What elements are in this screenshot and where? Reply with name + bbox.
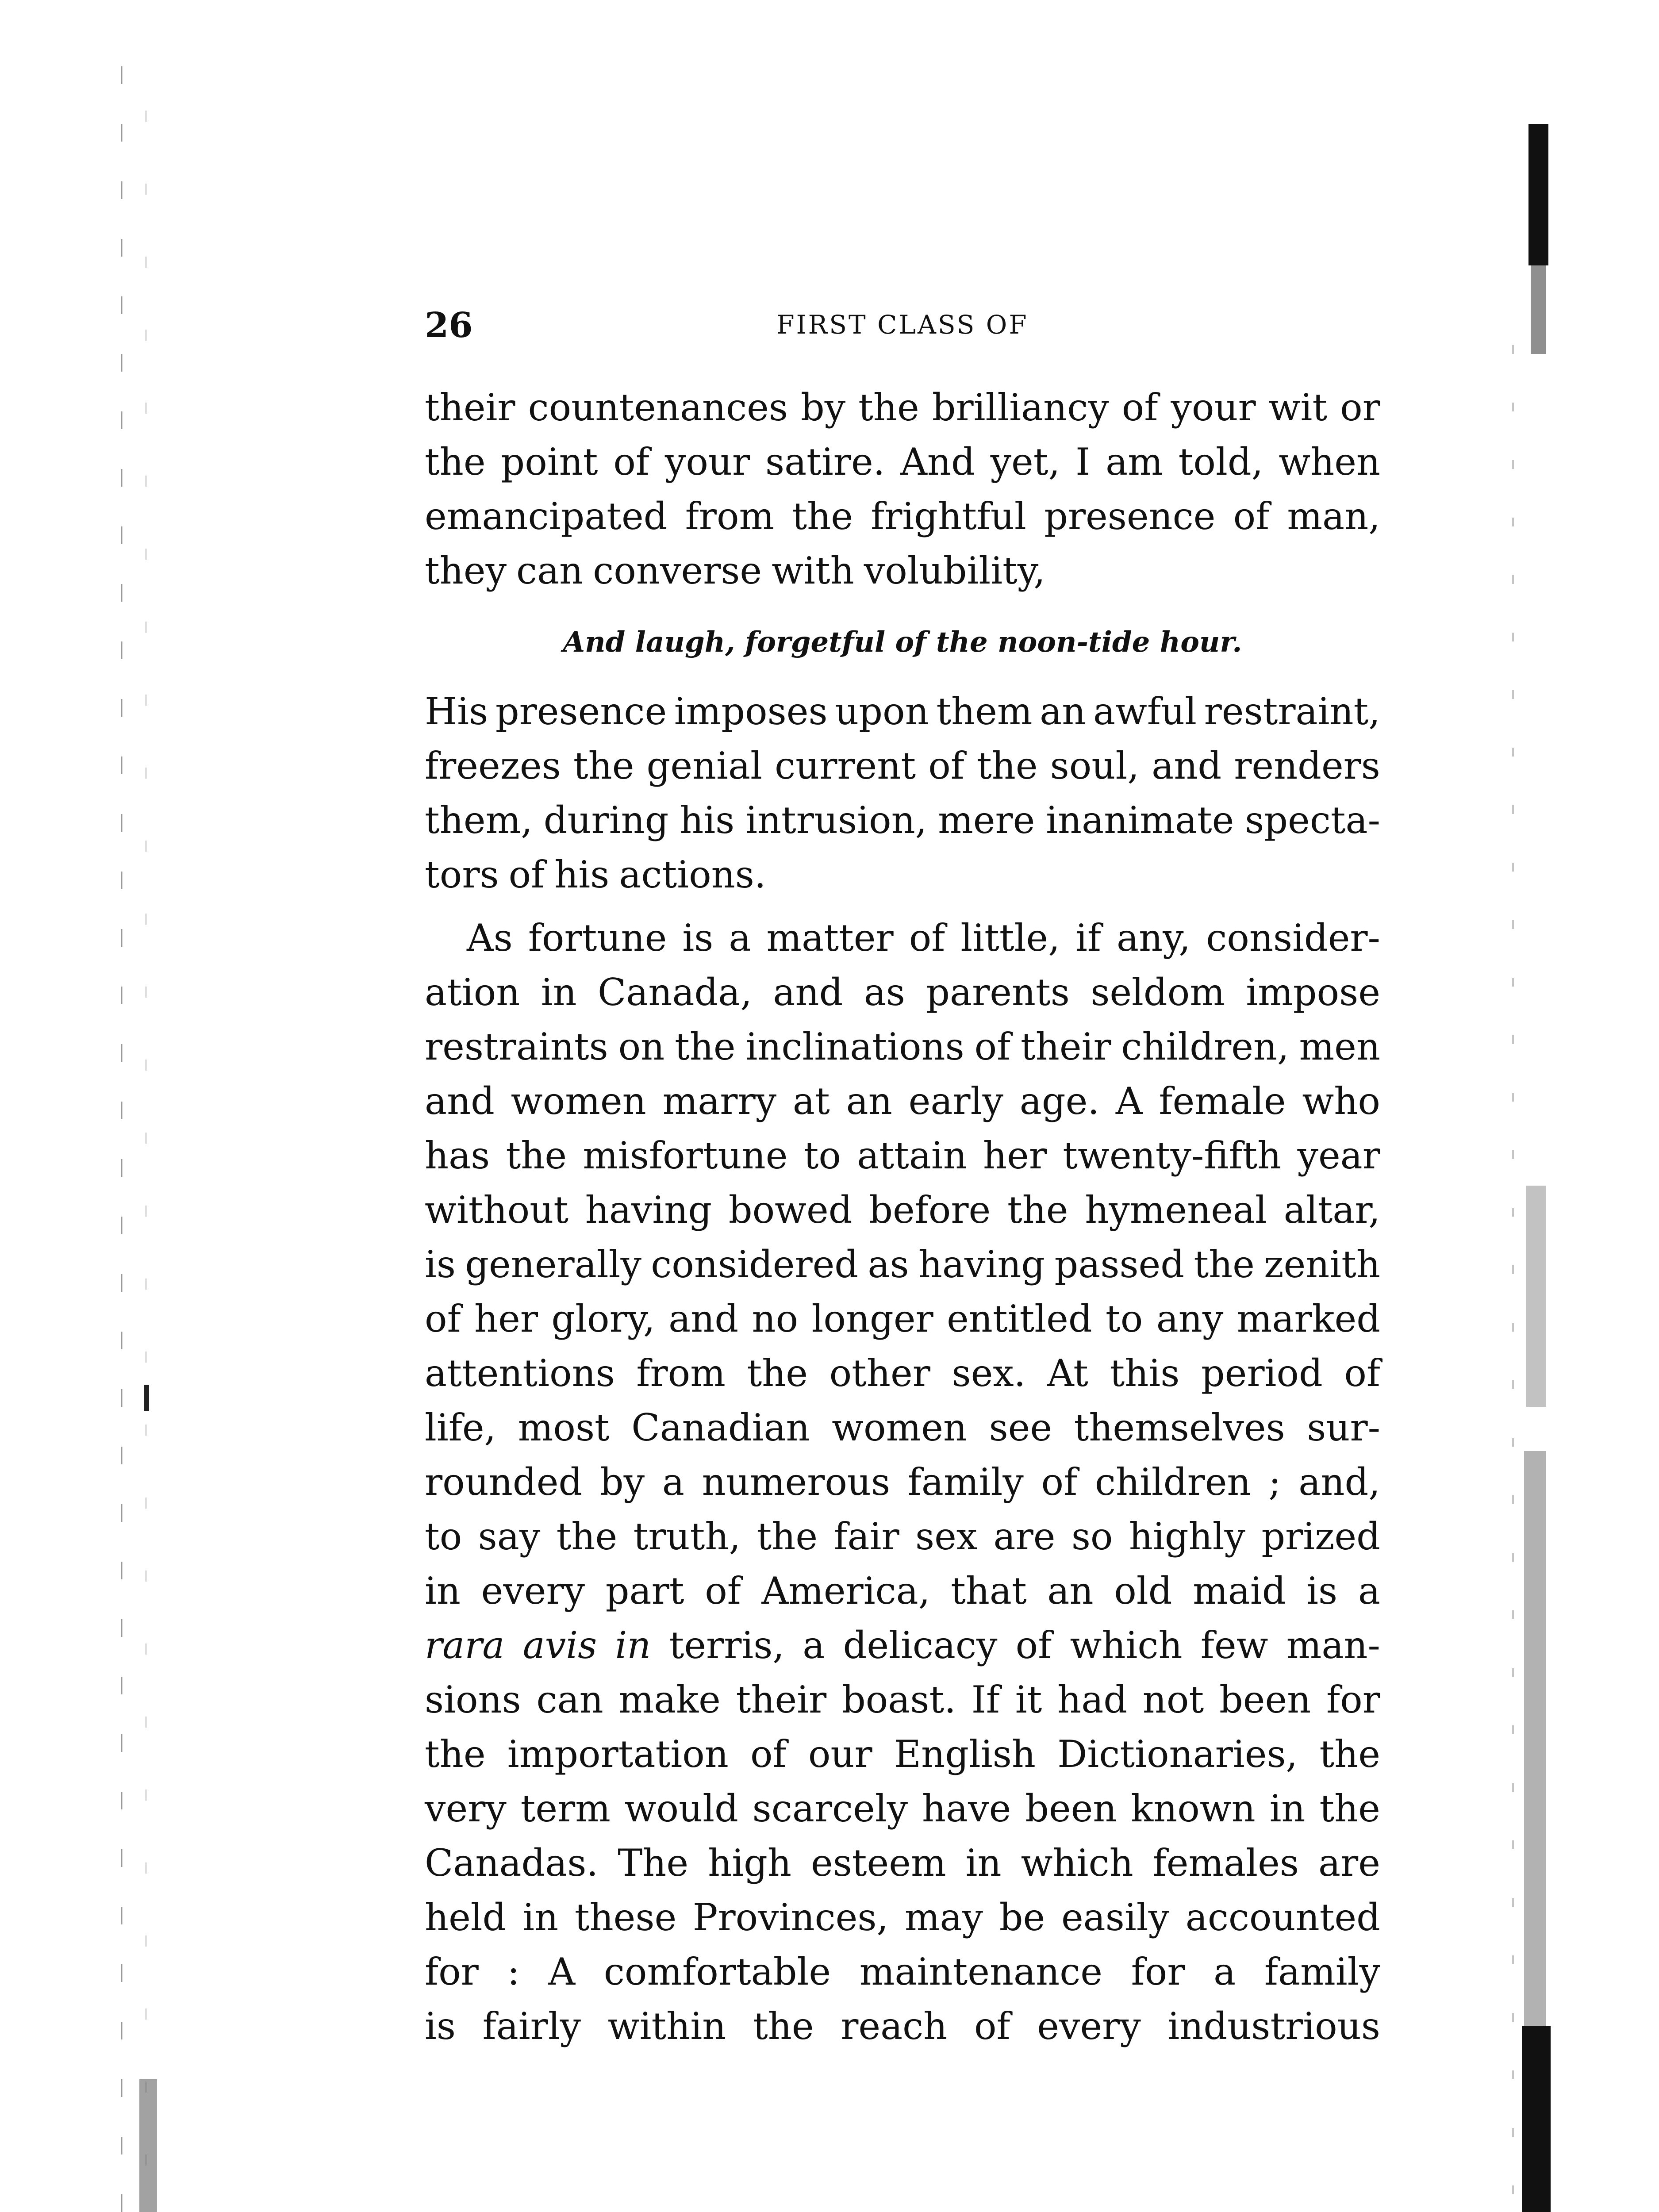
word: the (425, 440, 486, 484)
word: on (618, 1025, 665, 1068)
word: and (425, 1079, 495, 1123)
word: known (1131, 1787, 1256, 1830)
word: zenith (1264, 1243, 1380, 1286)
text-line (425, 848, 1380, 902)
word: during (543, 799, 669, 842)
word: their (736, 1678, 827, 1721)
word: marked (1237, 1297, 1380, 1340)
word: very (425, 1787, 507, 1830)
word: may (904, 1896, 983, 1939)
word: the (1319, 1787, 1380, 1830)
word: if (1075, 916, 1101, 960)
word: having (585, 1188, 712, 1232)
word: the (757, 1515, 818, 1558)
word: early (908, 1079, 1003, 1123)
word: children (1094, 1460, 1251, 1504)
word: of (1233, 495, 1270, 538)
word: attentions (425, 1352, 615, 1395)
word: a (803, 1624, 825, 1667)
word: His (425, 690, 488, 733)
word: women (511, 1079, 646, 1123)
word: As (467, 916, 513, 960)
verse-quote: And laugh, forgetful of the noon-tide hour. (563, 626, 1242, 659)
word: soul, (1050, 744, 1140, 787)
word: delicacy (843, 1624, 998, 1667)
word: been (1025, 1787, 1117, 1830)
word: in (1269, 1787, 1306, 1830)
word: yet, (990, 440, 1060, 484)
word: consider- (1206, 916, 1380, 960)
word: little, (960, 916, 1060, 960)
word: altar, (1283, 1188, 1380, 1232)
word: in (541, 971, 577, 1014)
word: man- (1286, 1624, 1380, 1667)
word: scarcely (752, 1787, 908, 1830)
word: would (624, 1787, 738, 1830)
word: presence (495, 690, 667, 733)
word: marry (662, 1079, 777, 1123)
word: emancipated (425, 495, 668, 538)
word: twenty-fifth (1063, 1134, 1282, 1177)
word: sex (915, 1515, 978, 1558)
word: sur- (1307, 1406, 1380, 1449)
word: men (1299, 1025, 1380, 1068)
word: year (1297, 1134, 1380, 1177)
word: female (1159, 1079, 1286, 1123)
word: to (803, 1134, 841, 1177)
word: any, (1117, 916, 1191, 960)
word: intrusion, (745, 799, 927, 842)
word: sex. (952, 1352, 1026, 1395)
word: other (829, 1352, 930, 1395)
word: her (983, 1134, 1047, 1177)
word: of (1015, 1624, 1052, 1667)
word: maintenance (859, 1950, 1102, 1993)
word: of (705, 1569, 741, 1613)
word: considered (651, 1243, 859, 1286)
word: is (425, 1243, 456, 1286)
text-line (425, 911, 1380, 965)
word: most (518, 1406, 610, 1449)
word: high (708, 1841, 791, 1885)
word: ; (1268, 1460, 1281, 1504)
word: women (832, 1406, 968, 1449)
word: rara (425, 1624, 505, 1667)
word: the (858, 386, 919, 429)
word: renders (1234, 744, 1380, 787)
word: by (800, 386, 846, 429)
word: without (425, 1188, 569, 1232)
word: an (1040, 690, 1086, 733)
word: fairly (482, 2005, 581, 2048)
word: her (474, 1297, 538, 1340)
word: say (478, 1515, 541, 1558)
word: for (1326, 1678, 1380, 1721)
word: the (675, 1025, 736, 1068)
text-line (425, 1999, 1380, 2054)
word: from (685, 495, 775, 538)
word: part (605, 1569, 684, 1613)
word: point (501, 440, 598, 484)
word: these (574, 1896, 677, 1939)
word: volubility, (864, 549, 1045, 592)
word: the (506, 1134, 567, 1177)
scan-edge-right (1504, 124, 1575, 2212)
word: within (607, 2005, 726, 2048)
text-line (425, 1509, 1380, 1564)
word: or (1340, 386, 1380, 429)
text-line (425, 793, 1380, 848)
word: impose (1246, 971, 1380, 1014)
word: passed (1054, 1243, 1185, 1286)
paragraph (425, 911, 1380, 2054)
word: terris, (669, 1624, 785, 1667)
word: man, (1287, 495, 1380, 538)
word: can (516, 549, 584, 592)
word: boast. (841, 1678, 956, 1721)
word: are (1318, 1841, 1380, 1885)
word: ation (425, 971, 520, 1014)
word: actions. (619, 853, 766, 896)
word: and (773, 971, 843, 1014)
text-line (425, 965, 1380, 1020)
text-line (425, 1782, 1380, 1836)
word: in (425, 1569, 461, 1613)
word: converse (593, 549, 762, 592)
word: in (522, 1896, 559, 1939)
text-line (425, 1401, 1380, 1455)
word: the (753, 2005, 814, 2048)
word: is (682, 916, 714, 960)
word: they (425, 549, 507, 592)
word: the (425, 1732, 486, 1776)
running-head: FIRST CLASS OF (776, 310, 1029, 340)
word: the (747, 1352, 808, 1395)
text-line (425, 1945, 1380, 1999)
word: accounted (1185, 1896, 1380, 1939)
word: as (868, 1243, 909, 1286)
word: of (974, 1025, 1011, 1068)
word: generally (465, 1243, 641, 1286)
word: the (573, 744, 634, 787)
word: to (425, 1515, 462, 1558)
word: misfortune (583, 1134, 788, 1177)
word: for (425, 1950, 479, 1993)
word: mere (938, 799, 1035, 842)
word: wit (1268, 386, 1328, 429)
word: maid (1193, 1569, 1286, 1613)
word: before (869, 1188, 991, 1232)
word: The (618, 1841, 689, 1885)
word: A (1115, 1079, 1143, 1123)
text-line (425, 489, 1380, 544)
text-line (425, 1292, 1380, 1346)
word: from (636, 1352, 726, 1395)
word: your (664, 440, 750, 484)
word: not (1142, 1678, 1204, 1721)
word: reach (841, 2005, 948, 2048)
word: matter (766, 916, 894, 960)
word: English (894, 1732, 1036, 1776)
word: family (1264, 1950, 1380, 1993)
word: them (936, 690, 1033, 733)
word: tors (425, 853, 499, 896)
word: longer (811, 1297, 933, 1340)
word: of (1041, 1460, 1078, 1504)
word: of (928, 744, 964, 787)
word: a (729, 916, 751, 960)
word: period (1201, 1352, 1323, 1395)
word: themselves (1074, 1406, 1285, 1449)
word: the (976, 744, 1038, 787)
word: And (900, 440, 975, 484)
word: easily (1061, 1896, 1170, 1939)
word: so (1071, 1515, 1113, 1558)
word: no (752, 1297, 799, 1340)
word: seldom (1091, 971, 1225, 1014)
word: upon (835, 690, 929, 733)
word: that (951, 1569, 1027, 1613)
word: of (1121, 386, 1158, 429)
text-line (425, 1890, 1380, 1945)
scan-edge-left (113, 66, 179, 2212)
word: which (1070, 1624, 1183, 1667)
word: and (1152, 744, 1222, 787)
word: frightful (871, 495, 1026, 538)
word: awful (1093, 690, 1197, 733)
word: few (1200, 1624, 1268, 1667)
word: Dictionaries, (1057, 1732, 1298, 1776)
word: old (1114, 1569, 1172, 1613)
word: every (481, 1569, 585, 1613)
word: parents (926, 971, 1070, 1014)
word: held (425, 1896, 507, 1939)
word: presence (1044, 495, 1216, 538)
word: A (548, 1950, 576, 1993)
word: Canadas. (425, 1841, 599, 1885)
word: make (618, 1678, 721, 1721)
word: restraint, (1204, 690, 1380, 733)
word: told, (1178, 440, 1263, 484)
word: hymeneal (1085, 1188, 1267, 1232)
word: America, (761, 1569, 930, 1613)
word: which (1021, 1841, 1133, 1885)
text-line (425, 1727, 1380, 1782)
text-line (425, 380, 1380, 435)
text-line (425, 1129, 1380, 1183)
word: females (1152, 1841, 1299, 1885)
word: satire. (765, 440, 885, 484)
word: family (907, 1460, 1024, 1504)
text-line (425, 1673, 1380, 1727)
word: them, (425, 799, 533, 842)
word: of (974, 2005, 1010, 2048)
word: inclinations (745, 1025, 964, 1068)
word: industrious (1167, 2005, 1380, 2048)
word: every (1037, 2005, 1141, 2048)
word: of (750, 1732, 787, 1776)
text-line (425, 684, 1380, 739)
word: Provinces, (692, 1896, 889, 1939)
text-line (425, 1346, 1380, 1401)
word: numerous (702, 1460, 891, 1504)
word: and, (1298, 1460, 1380, 1504)
word: life, (425, 1406, 496, 1449)
text-line (425, 435, 1380, 489)
word: any (1156, 1297, 1224, 1340)
text-line (425, 1455, 1380, 1509)
word: an (846, 1079, 892, 1123)
word: of (1344, 1352, 1380, 1395)
word: see (989, 1406, 1052, 1449)
word: importation (507, 1732, 729, 1776)
word: restraints (425, 1025, 608, 1068)
word: of (425, 1297, 461, 1340)
text-line (425, 544, 1380, 598)
word: has (425, 1134, 490, 1177)
word: imposes (674, 690, 828, 733)
word: bowed (728, 1188, 853, 1232)
word: countenances (528, 386, 788, 429)
word: of (909, 916, 945, 960)
word: having (918, 1243, 1045, 1286)
word: an (1047, 1569, 1094, 1613)
word: I (1075, 440, 1091, 484)
word: specta- (1245, 799, 1380, 842)
text-line (425, 1836, 1380, 1890)
word: been (1219, 1678, 1311, 1721)
word: fortune (528, 916, 667, 960)
word: a (1214, 1950, 1236, 1993)
word: with (772, 549, 854, 592)
word: esteem (810, 1841, 946, 1885)
word: glory, (551, 1297, 655, 1340)
word: our (808, 1732, 872, 1776)
word: children, (1121, 1025, 1289, 1068)
word: is (425, 2005, 456, 2048)
word: his (554, 853, 610, 896)
page-number: 26 (425, 305, 473, 346)
word: genial (646, 744, 762, 787)
page-header (425, 305, 1380, 358)
body-text (425, 380, 1380, 2054)
word: be (999, 1896, 1045, 1939)
paragraph (425, 684, 1380, 902)
word: sions (425, 1678, 521, 1721)
word: it (1015, 1678, 1042, 1721)
word: Canadian (631, 1406, 810, 1449)
word: brilliancy (932, 386, 1109, 429)
word: are (993, 1515, 1056, 1558)
word: highly (1129, 1515, 1246, 1558)
word: freezes (425, 744, 561, 787)
word: of (508, 853, 545, 896)
word: at (792, 1079, 830, 1123)
word: inanimate (1046, 799, 1234, 842)
word: avis (522, 1624, 597, 1667)
word: entitled (947, 1297, 1092, 1340)
word: a (662, 1460, 684, 1504)
word: to (1106, 1297, 1143, 1340)
word: attain (857, 1134, 967, 1177)
word: current (775, 744, 916, 787)
word: of (613, 440, 650, 484)
text-line (425, 739, 1380, 793)
word: when (1279, 440, 1380, 484)
word: Canada, (598, 971, 753, 1014)
word: : (507, 1950, 520, 1993)
word: in (615, 1624, 651, 1667)
text-line (425, 1183, 1380, 1237)
text-line (425, 1618, 1380, 1673)
word: If (971, 1678, 1000, 1721)
word: had (1057, 1678, 1128, 1721)
word: have (922, 1787, 1011, 1830)
word: their (1021, 1025, 1111, 1068)
word: is (1306, 1569, 1338, 1613)
word: age. (1019, 1079, 1100, 1123)
word: for (1131, 1950, 1185, 1993)
word: in (965, 1841, 1002, 1885)
word: and (668, 1297, 739, 1340)
word: your (1171, 386, 1256, 429)
word: their (425, 386, 515, 429)
paragraph (425, 380, 1380, 598)
word: rounded (425, 1460, 583, 1504)
word: the (1319, 1732, 1380, 1776)
word: comfortable (603, 1950, 831, 1993)
word: this (1110, 1352, 1180, 1395)
text-line (425, 1074, 1380, 1129)
word: truth, (633, 1515, 741, 1558)
word: by (599, 1460, 645, 1504)
word: prized (1261, 1515, 1380, 1558)
word: as (864, 971, 905, 1014)
word: the (1194, 1243, 1255, 1286)
text-line (425, 1237, 1380, 1292)
word: the (792, 495, 853, 538)
word: fair (833, 1515, 899, 1558)
word: the (1007, 1188, 1068, 1232)
word: his (680, 799, 735, 842)
text-line (425, 1020, 1380, 1074)
text-line (425, 1564, 1380, 1618)
word: At (1047, 1352, 1088, 1395)
word: a (1358, 1569, 1380, 1613)
word: am (1106, 440, 1163, 484)
word: can (536, 1678, 603, 1721)
word: the (556, 1515, 618, 1558)
word: who (1302, 1079, 1380, 1123)
word: term (520, 1787, 611, 1830)
